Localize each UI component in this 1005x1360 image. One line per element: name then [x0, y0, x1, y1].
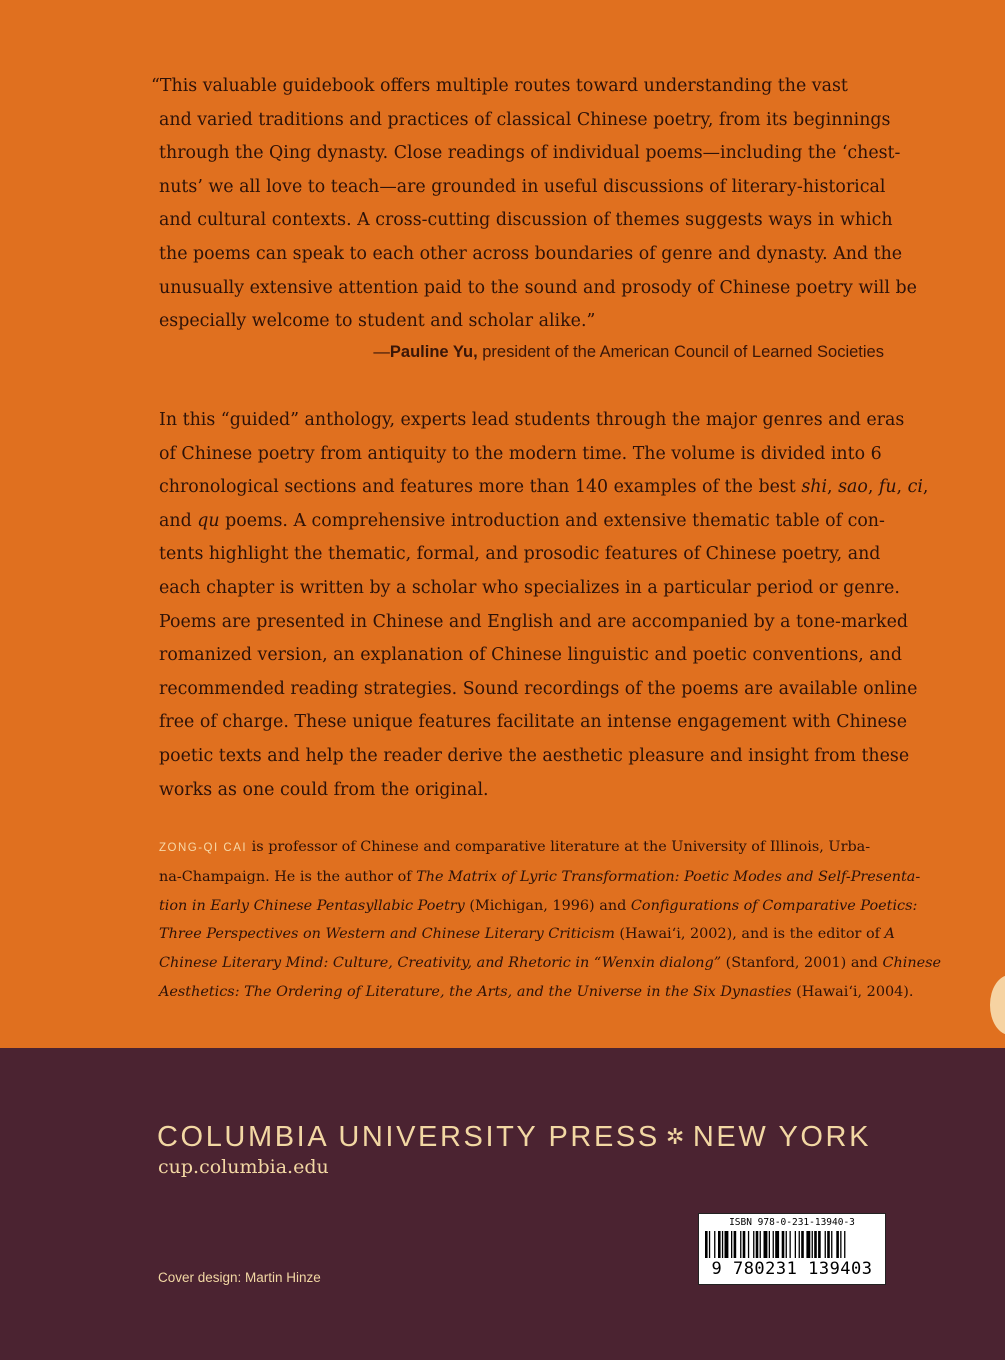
bio-line: ZONG-QI CAI is professor of Chinese and comparative literature at the University of Illinois, Urba- [159, 839, 871, 855]
quote-line: and varied traditions and practices of classical Chinese poetry, from its beginnings [159, 109, 891, 130]
bio-line: Aesthetics: The Ordering of Literature, the Arts, and the Universe in the Six Dynasties (Hawai‘i, 2004). [159, 983, 914, 1000]
barcode-bar [818, 1231, 821, 1261]
barcode-bar [725, 1231, 729, 1261]
quote-line: “This valuable guidebook offers multiple routes toward understanding the vast [151, 76, 848, 96]
barcode-bar [836, 1231, 839, 1261]
author-bio [159, 833, 942, 1007]
description-line: each chapter is written by a scholar who specializes in a particular period or genre. [159, 577, 900, 598]
barcode-bar [756, 1231, 759, 1261]
publisher-line [157, 1117, 871, 1157]
barcode-bar [718, 1231, 721, 1261]
genre-qu: qu [197, 510, 220, 531]
quote-line: the poems can speak to each other across boundaries of genre and dynasty. And the [159, 243, 903, 264]
barcode-bar [814, 1231, 817, 1261]
bio-line: Chinese Literary Mind: Culture, Creativity, and Rhetoric in “Wenxin dialong” (Stanford, 2001) and Chinese [159, 955, 942, 972]
barcode-bar [825, 1231, 826, 1261]
publisher-city: NEW YORK [692, 1121, 872, 1153]
description-line: In this “guided” anthology, experts lead students through the major genres and eras [159, 410, 905, 430]
barcode-bar [782, 1231, 785, 1261]
barcode-icon [705, 1231, 879, 1261]
barcode-bar [795, 1231, 796, 1261]
genre-sao: sao [838, 477, 868, 498]
quote-line: and cultural contexts. A cross-cutting discussion of themes suggests ways in which [159, 210, 893, 231]
isbn-text: ISBN 978-0-231-13940-3 [729, 1217, 855, 1228]
barcode-bar [709, 1231, 710, 1261]
attribution-dash: — [373, 343, 390, 361]
quote-attribution [373, 338, 884, 366]
barcode-bar [760, 1231, 761, 1261]
bio-line: tion in Early Chinese Pentasyllabic Poetry (Michigan, 1996) and Configurations of Comparative Poetics: [159, 897, 918, 914]
book-title: Chinese [882, 955, 942, 972]
barcode-bar [844, 1231, 845, 1261]
publisher-name: COLUMBIA UNIVERSITY PRESS [157, 1121, 660, 1153]
book-title: tion in Early Chinese Pentasyllabic Poetry [159, 897, 465, 914]
description-line: tents highlight the thematic, formal, and prosodic features of Chinese poetry, and [159, 544, 881, 565]
barcode-bar [714, 1231, 715, 1261]
quote-line: through the Qing dynasty. Close readings of individual poems—including the ‘chest- [159, 143, 901, 164]
description-line: romanized version, an explanation of Chinese linguistic and poetic conventions, and [159, 645, 903, 666]
barcode-bar [801, 1231, 804, 1261]
barcode-label [698, 1213, 886, 1285]
book-title: Configurations of Comparative Poetics: [630, 897, 918, 914]
barcode-bar [827, 1231, 830, 1261]
barcode-bar [786, 1231, 787, 1261]
barcode-bar [831, 1231, 832, 1261]
barcode-bar [840, 1231, 841, 1261]
book-title: The Matrix of Lyric Transformation: Poetic Modes and Self-Presenta- [416, 868, 921, 885]
attribution-name: Pauline Yu, [389, 343, 478, 361]
barcode-bar [722, 1231, 723, 1261]
barcode-bar [812, 1231, 813, 1261]
publisher-url[interactable]: cup.columbia.edu [158, 1156, 329, 1178]
bio-line: na-Champaign. He is the author of The Matrix of Lyric Transformation: Poetic Modes and Self-Presenta- [159, 868, 921, 885]
page-edge-decoration [990, 975, 1005, 1035]
book-title: A [884, 926, 895, 943]
description-line: chronological sections and features more than 140 examples of the best shi, sao, fu, ci, [159, 477, 929, 498]
barcode-bar [764, 1231, 768, 1261]
barcode-bar [740, 1231, 741, 1261]
barcode-bar [748, 1231, 749, 1261]
description-line: of Chinese poetry from antiquity to the modern time. The volume is divided into 6 [159, 443, 882, 464]
description-line: and qu poems. A comprehensive introduction and extensive thematic table of con- [159, 510, 885, 531]
book-title: Three Perspectives on Western and Chinese Literary Criticism [159, 926, 615, 943]
quote-line: especially welcome to student and scholar alike.” [159, 311, 596, 332]
barcode-bar [743, 1231, 746, 1261]
barcode-bar [734, 1231, 737, 1261]
barcode-bar [799, 1231, 800, 1261]
barcode-bar [753, 1231, 754, 1261]
description-line: Poems are presented in Chinese and English and are accompanied by a tone-marked [159, 611, 909, 632]
star-icon: ✲ [665, 1124, 687, 1149]
quote-line: nuts’ we all love to teach—are grounded in useful discussions of literary-historical [159, 176, 886, 197]
book-title: Chinese Literary Mind: Culture, Creativity, and Rhetoric in “Wenxin dialong” [159, 955, 722, 972]
ean-digits: 9 780231 139403 [701, 1258, 883, 1280]
barcode-bar [769, 1231, 770, 1261]
genre-ci: ci [907, 477, 923, 498]
lower-maroon-panel [0, 1048, 1005, 1360]
barcode-bar [773, 1231, 774, 1261]
barcode-bar [775, 1231, 779, 1261]
attribution-title: president of the American Council of Learned Societies [482, 343, 884, 361]
barcode-bar [731, 1231, 732, 1261]
genre-fu: fu [878, 477, 897, 498]
barcode-bar [790, 1231, 791, 1261]
description-line: recommended reading strategies. Sound recordings of the poems are available online [159, 678, 918, 699]
endorsement-quote [151, 70, 917, 339]
description-line: free of charge. These unique features facilitate an intense engagement with Chinese [159, 712, 908, 733]
quote-line: unusually extensive attention paid to the sound and prosody of Chinese poetry will be [159, 277, 917, 298]
book-description [159, 404, 929, 807]
bio-line: Three Perspectives on Western and Chinese Literary Criticism (Hawai‘i, 2002), and is the editor of A [159, 926, 895, 943]
book-title: Aesthetics: The Ordering of Literature, the Arts, and the Universe in the Six Dynasties [159, 983, 792, 1000]
cover-design-credit: Cover design: Martin Hinze [158, 1270, 321, 1285]
description-line: works as one could from the original. [159, 779, 489, 800]
barcode-bar [806, 1231, 810, 1261]
author-name: ZONG-QI CAI [159, 842, 248, 854]
genre-shi: shi [801, 477, 828, 498]
barcode-bar [705, 1231, 708, 1261]
description-line: poetic texts and help the reader derive the aesthetic pleasure and insight from these [159, 745, 910, 766]
